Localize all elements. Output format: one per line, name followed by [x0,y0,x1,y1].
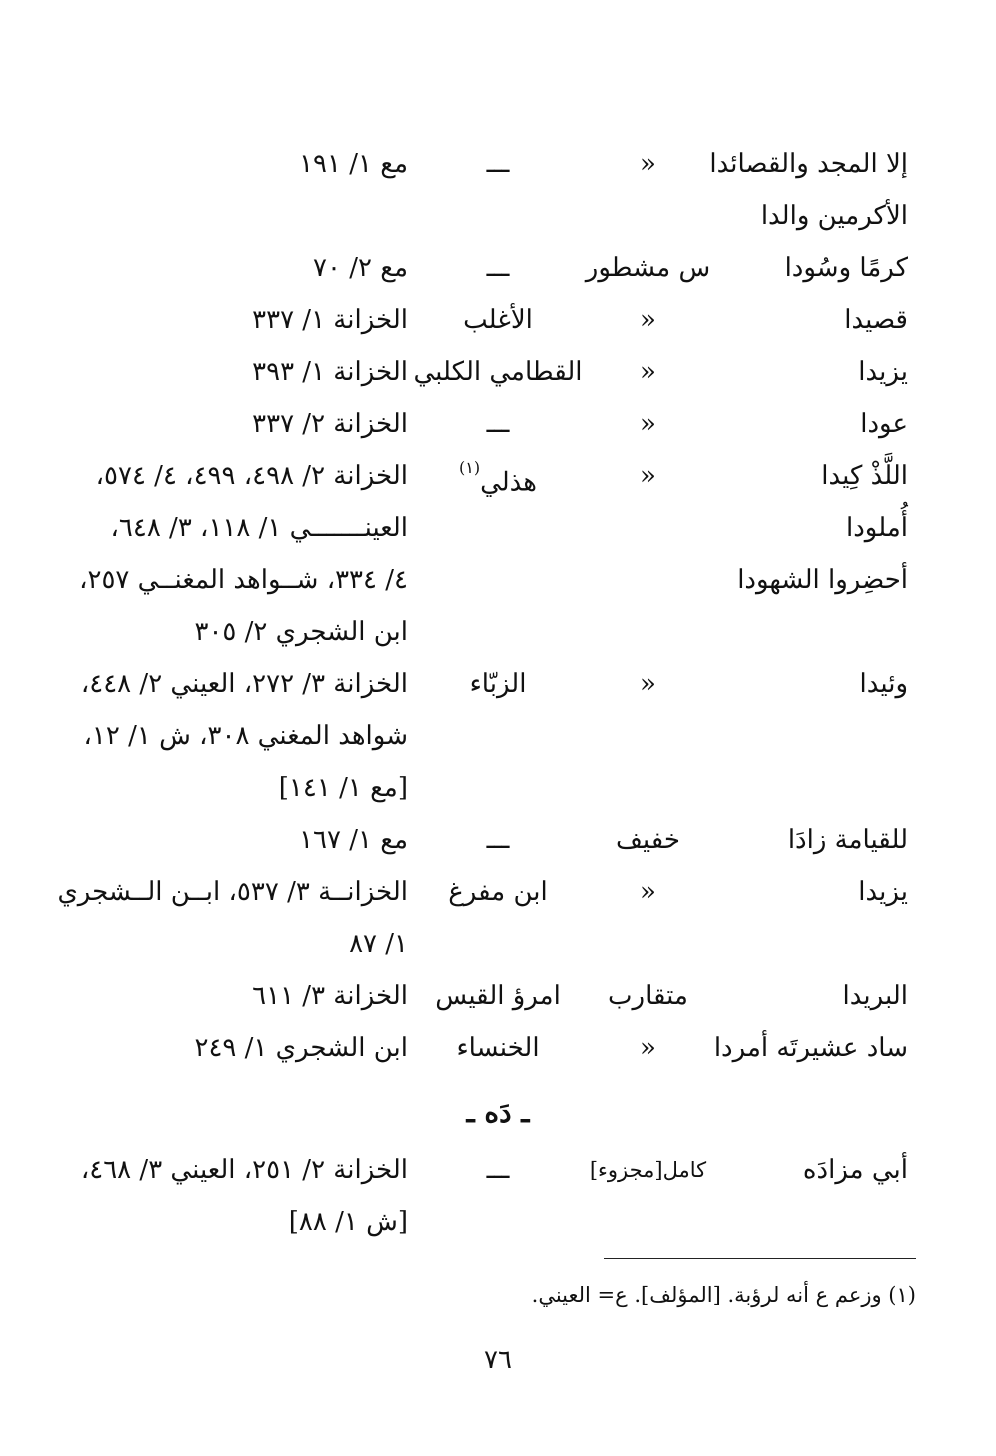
meter-cell: « [640,1033,656,1063]
table-row [78,814,908,866]
source-cell: ٤/ ٣٣٤، شــواهد المغنــي ٢٥٧، [79,565,408,595]
table-row [78,346,908,398]
poet-cell: ـــ [486,149,510,179]
table-row [78,918,908,970]
table-row [78,762,908,814]
word-cell: الأكرمين والدا [760,201,908,231]
table-row [78,1022,908,1074]
source-cell: الخزانــة ٣/ ٥٣٧، ابــن الــشجري [57,877,408,907]
source-cell: [ش ١/ ٨٨] [288,1207,408,1237]
word-cell: وئيدا [859,669,908,699]
footnote: (١) وزعم ع أنه لرؤبة. [المؤلف]. ع= العيني. [531,1283,916,1307]
table-row [78,1144,908,1196]
word-cell: كرمًا وسُودا [784,253,908,283]
source-cell: الخزانة ٢/ ٣٣٧ [252,409,408,439]
word-cell: البريدا [842,981,908,1011]
meter-cell: خفيف [616,825,680,855]
table-row [78,606,908,658]
poet-cell: ـــ [486,253,510,283]
source-cell: ١/ ٨٧ [349,929,408,959]
table-row [78,398,908,450]
poet-cell: ـــ [486,1155,510,1185]
word-cell: أبي مزادَه [802,1155,908,1185]
source-cell: الخزانة ١/ ٣٣٧ [252,305,408,335]
table-row [78,1196,908,1248]
word-cell: للقيامة زادَا [787,825,908,855]
meter-cell: « [640,305,656,335]
source-cell: الخزانة ٢/ ٤٩٨، ٤٩٩، ٤/ ٥٧٤، [95,461,408,491]
word-cell: يزيدا [858,877,908,907]
source-cell: مع ١/ ١٦٧ [299,825,408,855]
word-cell: اللَّذْ كِيدا [821,461,908,491]
source-cell: مع ٢/ ٧٠ [313,253,408,283]
word-cell: إلا المجد والقصائدا [709,149,908,179]
poet-cell: ابن مفرغ [448,877,548,907]
poet-cell: الخنساء [456,1033,540,1063]
poet-cell: الأغلب [463,305,533,335]
source-cell: الخزانة ١/ ٣٩٣ [252,357,408,387]
table-row [78,190,908,242]
meter-cell: متقارب [608,981,688,1011]
meter-cell: « [640,409,656,439]
source-cell: مع ١/ ١٩١ [299,149,408,179]
table-row [78,970,908,1022]
page-number: ٧٦ [484,1345,512,1375]
table-row [57,866,908,918]
poet-name: هذلي [480,467,538,498]
meter-cell: « [640,461,656,491]
poet-cell: الزبّاء [469,669,527,699]
poet-cell: ـــ [486,825,510,855]
meter-cell: « [640,877,656,907]
source-cell: شواهد المغني ٣٠٨، ش ١/ ١٢، [83,721,408,751]
source-cell: ابن الشجري ١/ ٢٤٩ [194,1033,408,1063]
source-cell: الخزانة ٣/ ٦١١ [252,981,408,1011]
source-cell: ابن الشجري ٢/ ٣٠٥ [194,617,408,647]
table-row [78,138,908,190]
word-cell: أحضِروا الشهودا [737,565,908,595]
word-cell: ساد عشيرتَه أمردا [713,1033,908,1063]
poet-cell: ـــ [486,409,510,439]
source-cell: العينـــــــي ١/ ١١٨، ٣/ ٦٤٨، [110,513,408,543]
meter-cell: « [640,669,656,699]
poet-cell [413,450,583,509]
meter-cell: « [640,357,656,387]
source-cell: [مع ١/ ١٤١] [278,773,408,803]
word-cell: يزيدا [858,357,908,387]
word-cell: أُملودا [846,513,908,543]
section-header: ـ دَه ـ [466,1096,530,1129]
table-row [78,658,908,710]
word-cell: قصيدا [844,305,908,335]
source-cell: الخزانة ٣/ ٢٧٢، العيني ٢/ ٤٤٨، [80,669,408,699]
footnote-marker: (١) [458,458,481,477]
table-row [78,710,908,762]
table-row [78,294,908,346]
table-row [78,450,908,502]
poet-cell: القطامي الكلبي [413,357,583,387]
table-row [78,554,908,606]
meter-cell: كامل[مجزوء] [589,1158,707,1182]
word-cell: عودا [860,409,908,439]
table-row [78,242,908,294]
poet-cell: امرؤ القيس [435,981,561,1011]
meter-cell: « [640,149,656,179]
source-cell: الخزانة ٢/ ٢٥١، العيني ٣/ ٤٦٨، [80,1155,408,1185]
footnote-divider [604,1258,916,1259]
table-row [78,502,908,554]
meter-cell: س مشطور [585,253,711,283]
